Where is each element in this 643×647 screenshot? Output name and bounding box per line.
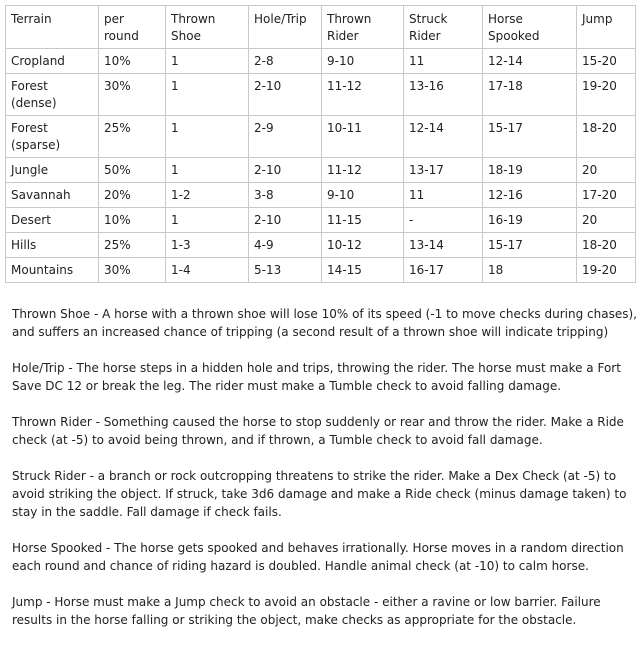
cell-thrown-shoe: 1 — [166, 74, 249, 116]
cell-horse-spooked: 17-18 — [483, 74, 577, 116]
cell-per-round: 25% — [99, 233, 166, 258]
cell-terrain: Forest (dense) — [6, 74, 99, 116]
thrown-shoe-description: Thrown Shoe - A horse with a thrown shoe will lose 10% of its speed (-1 to move checks during chases), and suffers an increased chance of tripping (a second result of a thrown shoe will indicate tripping) — [12, 307, 637, 339]
cell-terrain: Hills — [6, 233, 99, 258]
cell-thrown-shoe: 1-3 — [166, 233, 249, 258]
header-terrain: Terrain — [6, 6, 99, 49]
table-row — [6, 183, 636, 208]
cell-per-round: 30% — [99, 258, 166, 283]
header-thrown-rider: Thrown Rider — [322, 6, 404, 49]
thrown-rider-description: Thrown Rider - Something caused the horse to stop suddenly or rear and throw the rider. Make a Ride check (at -5) to avoid being thrown, and if thrown, a Tumble check to avoid fall damage. — [12, 415, 624, 447]
header-horse-spooked: Horse Spooked — [483, 6, 577, 49]
horse-spooked-description: Horse Spooked - The horse gets spooked and behaves irrationally. Horse moves in a random direction each round and chance of riding hazard is doubled. Handle animal check (at -10) to calm horse. — [12, 541, 624, 573]
jump-description: Jump - Horse must make a Jump check to avoid an obstacle - either a ravine or low barrier. Failure results in the horse falling or striking the object, make checks as appropriate for the obstacle. — [12, 595, 601, 627]
cell-thrown-shoe: 1 — [166, 208, 249, 233]
cell-horse-spooked: 16-19 — [483, 208, 577, 233]
cell-per-round: 30% — [99, 74, 166, 116]
cell-jump: 15-20 — [577, 49, 636, 74]
table-row — [6, 74, 636, 116]
cell-horse-spooked: 12-14 — [483, 49, 577, 74]
cell-thrown-rider: 9-10 — [322, 49, 404, 74]
cell-struck-rider: 11 — [404, 183, 483, 208]
cell-per-round: 10% — [99, 208, 166, 233]
table-row — [6, 208, 636, 233]
header-hole-trip: Hole/Trip — [249, 6, 322, 49]
table-row — [6, 49, 636, 74]
cell-per-round: 10% — [99, 49, 166, 74]
cell-terrain: Mountains — [6, 258, 99, 283]
cell-thrown-shoe: 1-2 — [166, 183, 249, 208]
table-row — [6, 158, 636, 183]
header-per-round: per round — [99, 6, 166, 49]
hazard-descriptions — [12, 305, 637, 647]
cell-hole-trip: 3-8 — [249, 183, 322, 208]
cell-thrown-rider: 11-12 — [322, 74, 404, 116]
header-thrown-shoe: Thrown Shoe — [166, 6, 249, 49]
cell-terrain: Savannah — [6, 183, 99, 208]
cell-jump: 19-20 — [577, 258, 636, 283]
cell-struck-rider: 12-14 — [404, 116, 483, 158]
cell-thrown-rider: 9-10 — [322, 183, 404, 208]
header-jump: Jump — [577, 6, 636, 49]
cell-struck-rider: 13-17 — [404, 158, 483, 183]
cell-thrown-rider: 14-15 — [322, 258, 404, 283]
table-row — [6, 116, 636, 158]
cell-thrown-shoe: 1 — [166, 158, 249, 183]
cell-per-round: 50% — [99, 158, 166, 183]
cell-thrown-rider: 10-12 — [322, 233, 404, 258]
cell-terrain: Cropland — [6, 49, 99, 74]
cell-struck-rider: - — [404, 208, 483, 233]
cell-jump: 18-20 — [577, 233, 636, 258]
cell-thrown-rider: 11-12 — [322, 158, 404, 183]
cell-hole-trip: 2-9 — [249, 116, 322, 158]
header-row — [6, 6, 636, 49]
cell-jump: 18-20 — [577, 116, 636, 158]
cell-horse-spooked: 18-19 — [483, 158, 577, 183]
cell-jump: 19-20 — [577, 74, 636, 116]
table-row — [6, 233, 636, 258]
cell-hole-trip: 2-10 — [249, 208, 322, 233]
table-row — [6, 258, 636, 283]
cell-hole-trip: 2-10 — [249, 74, 322, 116]
cell-struck-rider: 13-16 — [404, 74, 483, 116]
cell-horse-spooked: 15-17 — [483, 116, 577, 158]
cell-jump: 17-20 — [577, 183, 636, 208]
cell-thrown-shoe: 1 — [166, 49, 249, 74]
cell-struck-rider: 16-17 — [404, 258, 483, 283]
cell-terrain: Desert — [6, 208, 99, 233]
cell-hole-trip: 2-8 — [249, 49, 322, 74]
cell-per-round: 25% — [99, 116, 166, 158]
cell-terrain: Jungle — [6, 158, 99, 183]
hole-trip-description: Hole/Trip - The horse steps in a hidden hole and trips, throwing the rider. The horse must make a Fort Save DC 12 or break the leg. The rider must make a Tumble check to avoid falling damage. — [12, 361, 621, 393]
table-header — [6, 6, 636, 49]
cell-thrown-shoe: 1 — [166, 116, 249, 158]
cell-per-round: 20% — [99, 183, 166, 208]
cell-thrown-shoe: 1-4 — [166, 258, 249, 283]
cell-jump: 20 — [577, 158, 636, 183]
cell-horse-spooked: 12-16 — [483, 183, 577, 208]
cell-hole-trip: 5-13 — [249, 258, 322, 283]
cell-thrown-rider: 10-11 — [322, 116, 404, 158]
header-struck-rider: Struck Rider — [404, 6, 483, 49]
cell-struck-rider: 11 — [404, 49, 483, 74]
cell-terrain: Forest (sparse) — [6, 116, 99, 158]
cell-jump: 20 — [577, 208, 636, 233]
cell-struck-rider: 13-14 — [404, 233, 483, 258]
table-body — [6, 49, 636, 283]
cell-thrown-rider: 11-15 — [322, 208, 404, 233]
struck-rider-description: Struck Rider - a branch or rock outcropping threatens to strike the rider. Make a Dex Check (at -5) to avoid striking the object. If struck, take 3d6 damage and make a Ride check (minus damage taken) to stay in the saddle. Fall damage if check fails. — [12, 469, 627, 519]
cell-horse-spooked: 15-17 — [483, 233, 577, 258]
cell-hole-trip: 4-9 — [249, 233, 322, 258]
terrain-hazard-table — [5, 5, 636, 283]
cell-horse-spooked: 18 — [483, 258, 577, 283]
cell-hole-trip: 2-10 — [249, 158, 322, 183]
